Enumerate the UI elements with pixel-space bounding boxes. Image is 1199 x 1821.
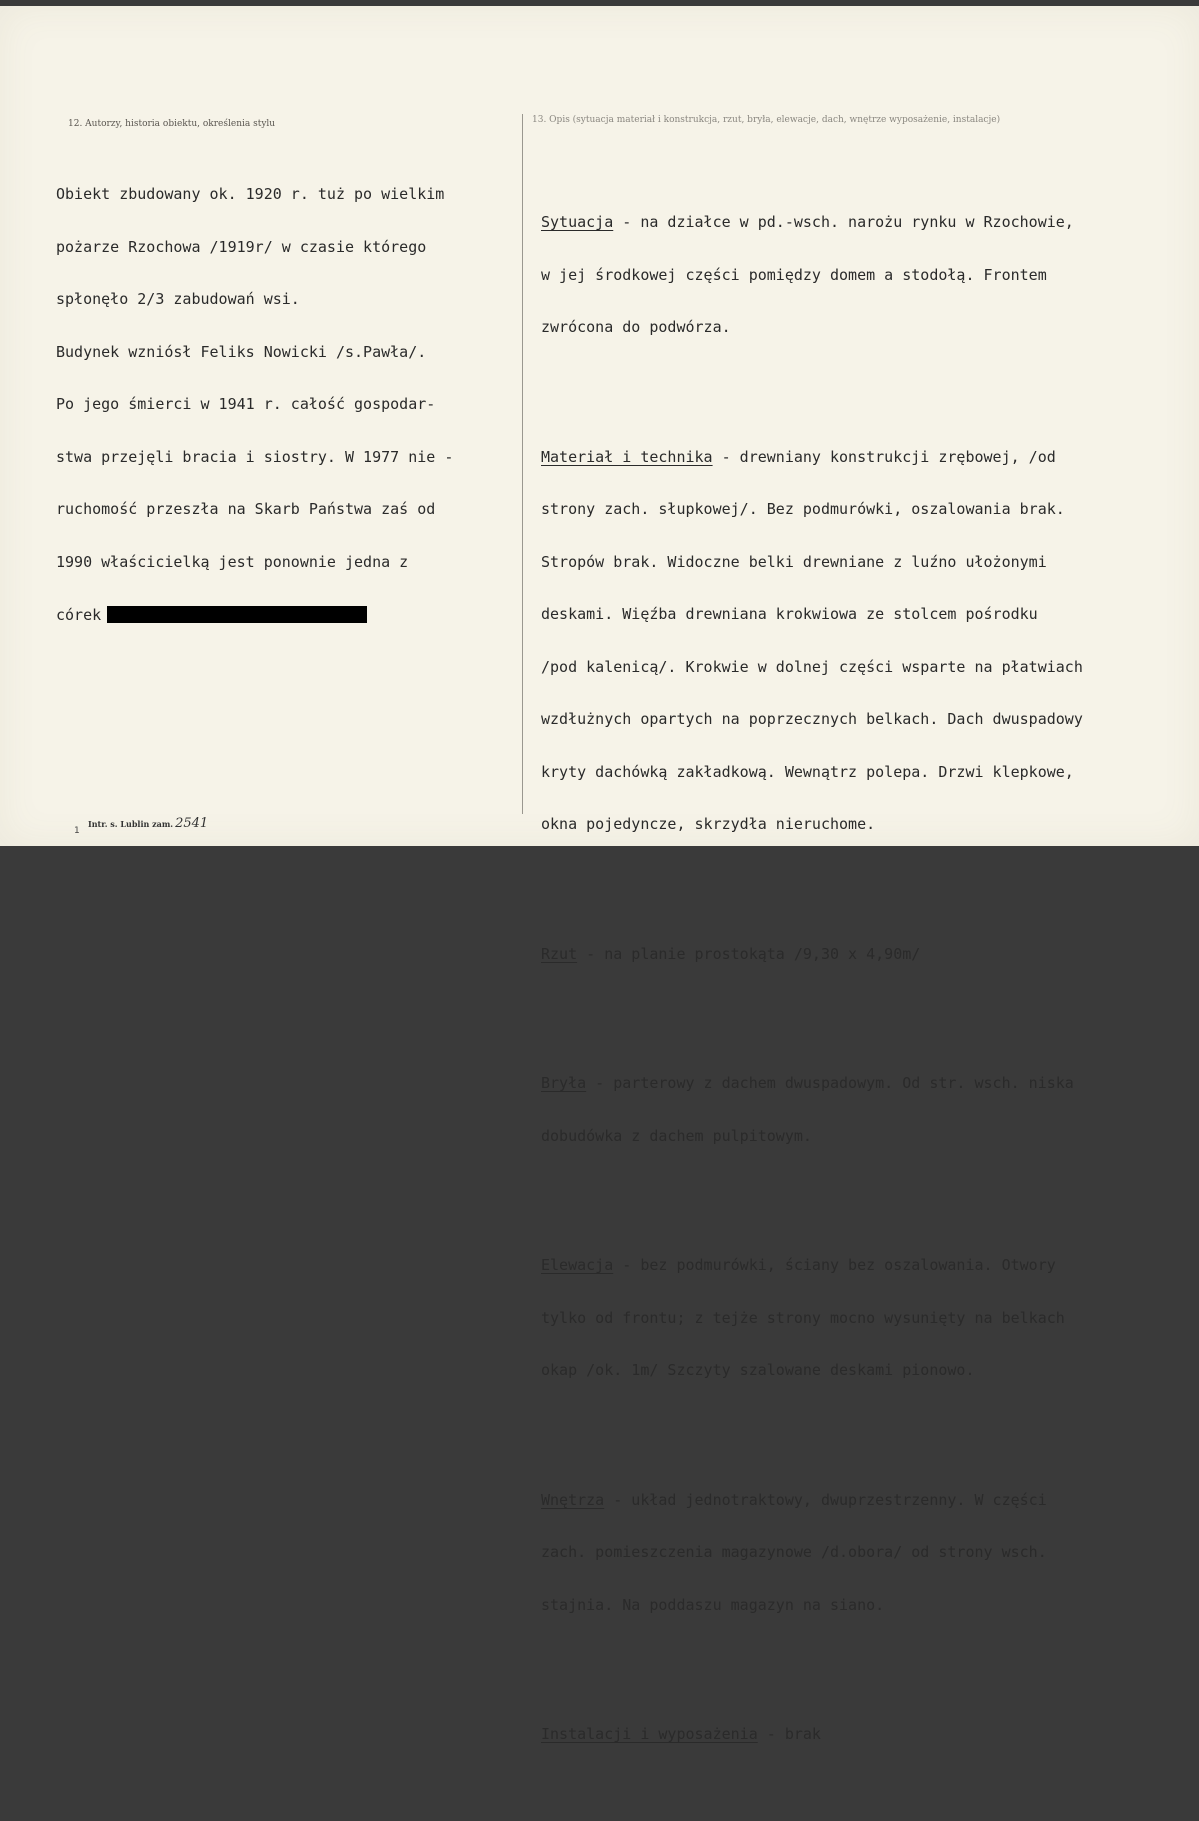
section-title: Materiał i technika <box>541 447 713 466</box>
section-title: Instalacji i wyposażenia <box>541 1725 758 1743</box>
printer-footer <box>88 816 208 831</box>
section-line: stajnia. Na poddaszu magazyn na siano. <box>541 1595 885 1614</box>
history-line: 1990 właścicielką jest ponownie jedna z <box>56 552 409 571</box>
section-title: Rzut <box>541 944 578 963</box>
history-line: Po jego śmierci w 1941 r. całość gospodar- <box>56 395 436 413</box>
section-line: okap /ok. 1m/ Szczyty szalowane deskami pionowo. <box>541 1361 975 1379</box>
section-first-line <box>541 214 1083 232</box>
section-title: Elewacja <box>541 1256 614 1274</box>
column-divider <box>522 114 523 814</box>
section-text: - bez podmurówki, ściany bez oszalowania. Otwory <box>613 1256 1056 1274</box>
section-interior <box>541 1457 1083 1650</box>
section-first-line <box>541 1492 1083 1510</box>
section-title: Sytuacja <box>541 213 614 231</box>
history-line: Budynek wzniósł Feliks Nowicki /s.Pawła/. <box>56 342 427 361</box>
section-first-line <box>541 1075 1083 1093</box>
history-line: pożarze Rzochowa /1919r/ w czasie którego <box>56 237 427 256</box>
section-material <box>541 414 1083 869</box>
inventory-card <box>0 6 1199 1743</box>
section-text: - na działce w pd.-wsch. narożu rynku w Rzochowie, <box>613 213 1074 231</box>
section-text: - układ jednotraktowy, dwuprzestrzenny. W części <box>604 1490 1047 1509</box>
section-line: zwrócona do podwórza. <box>541 318 731 336</box>
history-text <box>56 151 453 660</box>
section-line: /pod kalenicą/. Krokwie w dolnej części wsparte na płatwiach <box>541 657 1083 676</box>
section-text: - brak <box>757 1725 821 1743</box>
corner-mark: 1 <box>74 826 80 836</box>
section-situation <box>541 179 1083 372</box>
right-column-heading: 13. Opis (sytuacja materiał i konstrukcja, rzut, bryła, elewacje, dach, wnętrze wyposażenie, instalacje) <box>532 115 1001 125</box>
section-plan <box>541 911 1083 999</box>
section-line: wzdłużnych opartych na poprzecznych belkach. Dach dwuspadowy <box>541 710 1083 728</box>
section-text: - parterowy z dachem dwuspadowym. Od str. wsch. niska <box>586 1074 1074 1092</box>
section-title: Bryła <box>541 1074 587 1092</box>
printer-label: Intr. s. Lublin zam. <box>88 819 174 829</box>
section-line: deskami. Więźba drewniana krokwiowa ze stolcem pośrodku <box>541 605 1038 623</box>
left-column-heading: 12. Autorzy, historia obiektu, określenia stylu <box>68 119 276 129</box>
history-line: stwa przejęli bracia i siostry. W 1977 nie - <box>56 447 454 466</box>
order-number: 2541 <box>175 816 209 831</box>
history-line-text: córek <box>56 606 102 624</box>
history-last-line <box>56 606 453 625</box>
section-first-line <box>541 1726 1083 1744</box>
history-line: Obiekt zbudowany ok. 1920 r. tuż po wielkim <box>56 185 445 203</box>
section-line: w jej środkowej części pomiędzy domem a stodołą. Frontem <box>541 265 1047 284</box>
redaction-bar <box>107 606 367 623</box>
section-line: Stropów brak. Widoczne belki drewniane z luźno ułożonymi <box>541 552 1047 571</box>
section-line: okna pojedyncze, skrzydła nieruchome. <box>541 815 876 833</box>
section-line: kryty dachówką zakładkową. Wewnątrz polepa. Drzwi klepkowe, <box>541 762 1074 781</box>
section-title: Wnętrza <box>541 1490 605 1509</box>
section-line: tylko od frontu; z tejże strony mocno wysunięty na belkach <box>541 1308 1065 1327</box>
section-line: strony zach. słupkowej/. Bez podmurówki, oszalowania brak. <box>541 500 1065 518</box>
history-line: spłonęło 2/3 zabudowań wsi. <box>56 290 300 308</box>
section-line: zach. pomieszczenia magazynowe /d.obora/ od strony wsch. <box>541 1543 1047 1561</box>
section-text: - drewniany konstrukcji zrębowej, /od <box>712 447 1056 466</box>
section-form <box>541 1040 1083 1180</box>
section-text: - na planie prostokąta /9,30 x 4,90m/ <box>577 944 921 963</box>
section-first-line <box>541 946 1083 964</box>
description-text <box>541 144 1083 1821</box>
section-installations <box>541 1691 1083 1779</box>
section-first-line <box>541 1257 1083 1275</box>
section-first-line <box>541 449 1083 467</box>
section-elevation <box>541 1222 1083 1415</box>
history-line: ruchomość przeszła na Skarb Państwa zaś od <box>56 500 436 518</box>
section-line: dobudówka z dachem pulpitowym. <box>541 1126 812 1145</box>
